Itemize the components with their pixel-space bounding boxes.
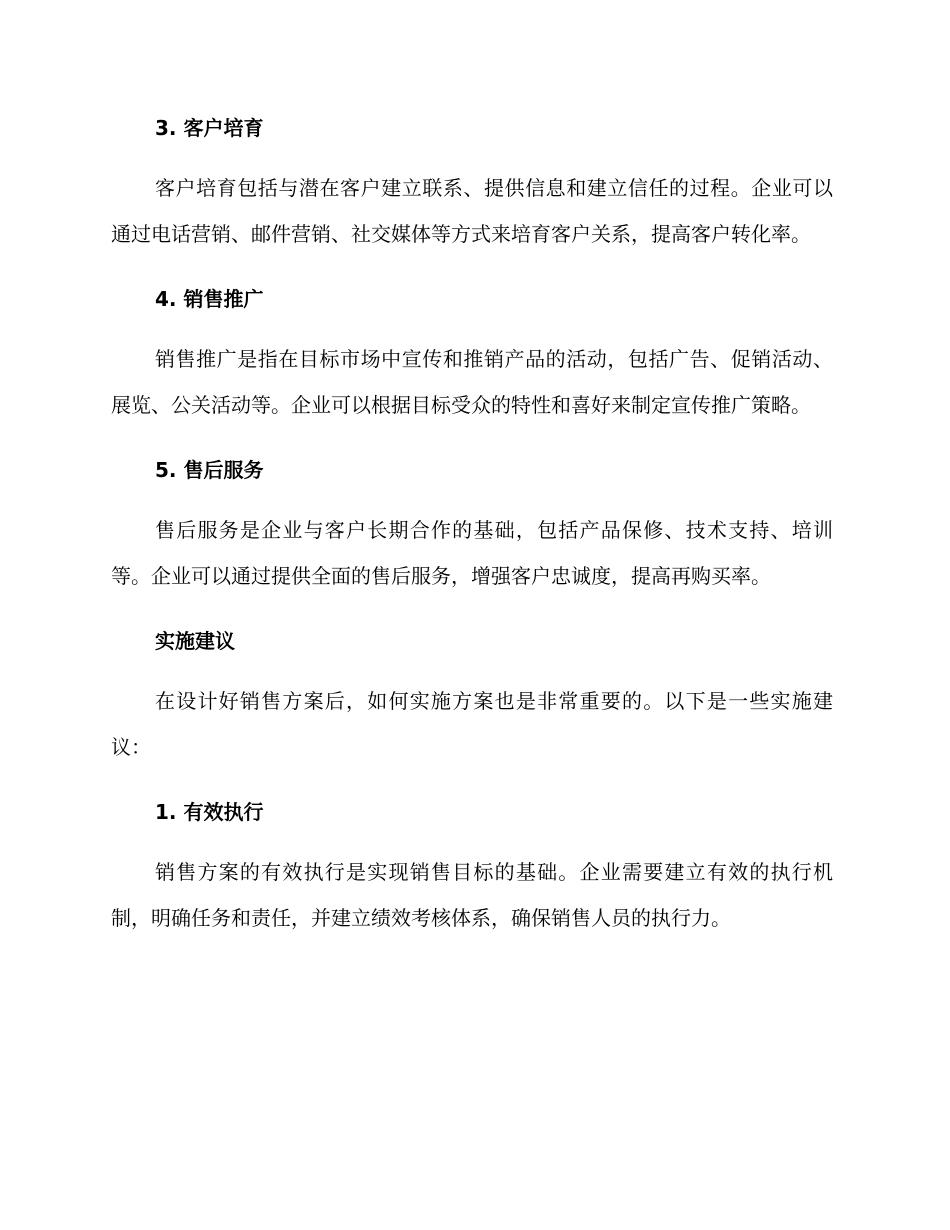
section-paragraph: 在设计好销售方案后，如何实施方案也是非常重要的。以下是一些实施建议： xyxy=(111,689,833,759)
section-heading: 1. 有效执行 xyxy=(155,800,264,824)
section-paragraph: 客户培育包括与潜在客户建立联系、提供信息和建立信任的过程。企业可以通过电话营销、邮件营销、社交媒体等方式来培育客户关系，提高客户转化率。 xyxy=(111,176,833,246)
section-paragraph: 销售方案的有效执行是实现销售目标的基础。企业需要建立有效的执行机制，明确任务和责任，并建立绩效考核体系，确保销售人员的执行力。 xyxy=(111,860,833,930)
spacer xyxy=(111,770,833,790)
spacer xyxy=(111,599,833,619)
spacer xyxy=(111,257,833,277)
section-heading: 3. 客户培育 xyxy=(155,116,264,140)
spacer xyxy=(111,321,833,337)
section-heading: 4. 销售推广 xyxy=(155,287,264,311)
document-page xyxy=(111,106,833,941)
spacer xyxy=(111,663,833,679)
spacer xyxy=(111,834,833,850)
spacer xyxy=(111,428,833,448)
section-heading: 5. 售后服务 xyxy=(155,458,264,482)
section-paragraph: 售后服务是企业与客户长期合作的基础，包括产品保修、技术支持、培训等。企业可以通过提供全面的售后服务，增强客户忠诚度，提高再购买率。 xyxy=(111,518,833,588)
section-heading: 实施建议 xyxy=(155,629,235,653)
spacer xyxy=(111,492,833,508)
spacer xyxy=(111,150,833,166)
section-paragraph: 销售推广是指在目标市场中宣传和推销产品的活动，包括广告、促销活动、展览、公关活动等。企业可以根据目标受众的特性和喜好来制定宣传推广策略。 xyxy=(111,347,833,417)
